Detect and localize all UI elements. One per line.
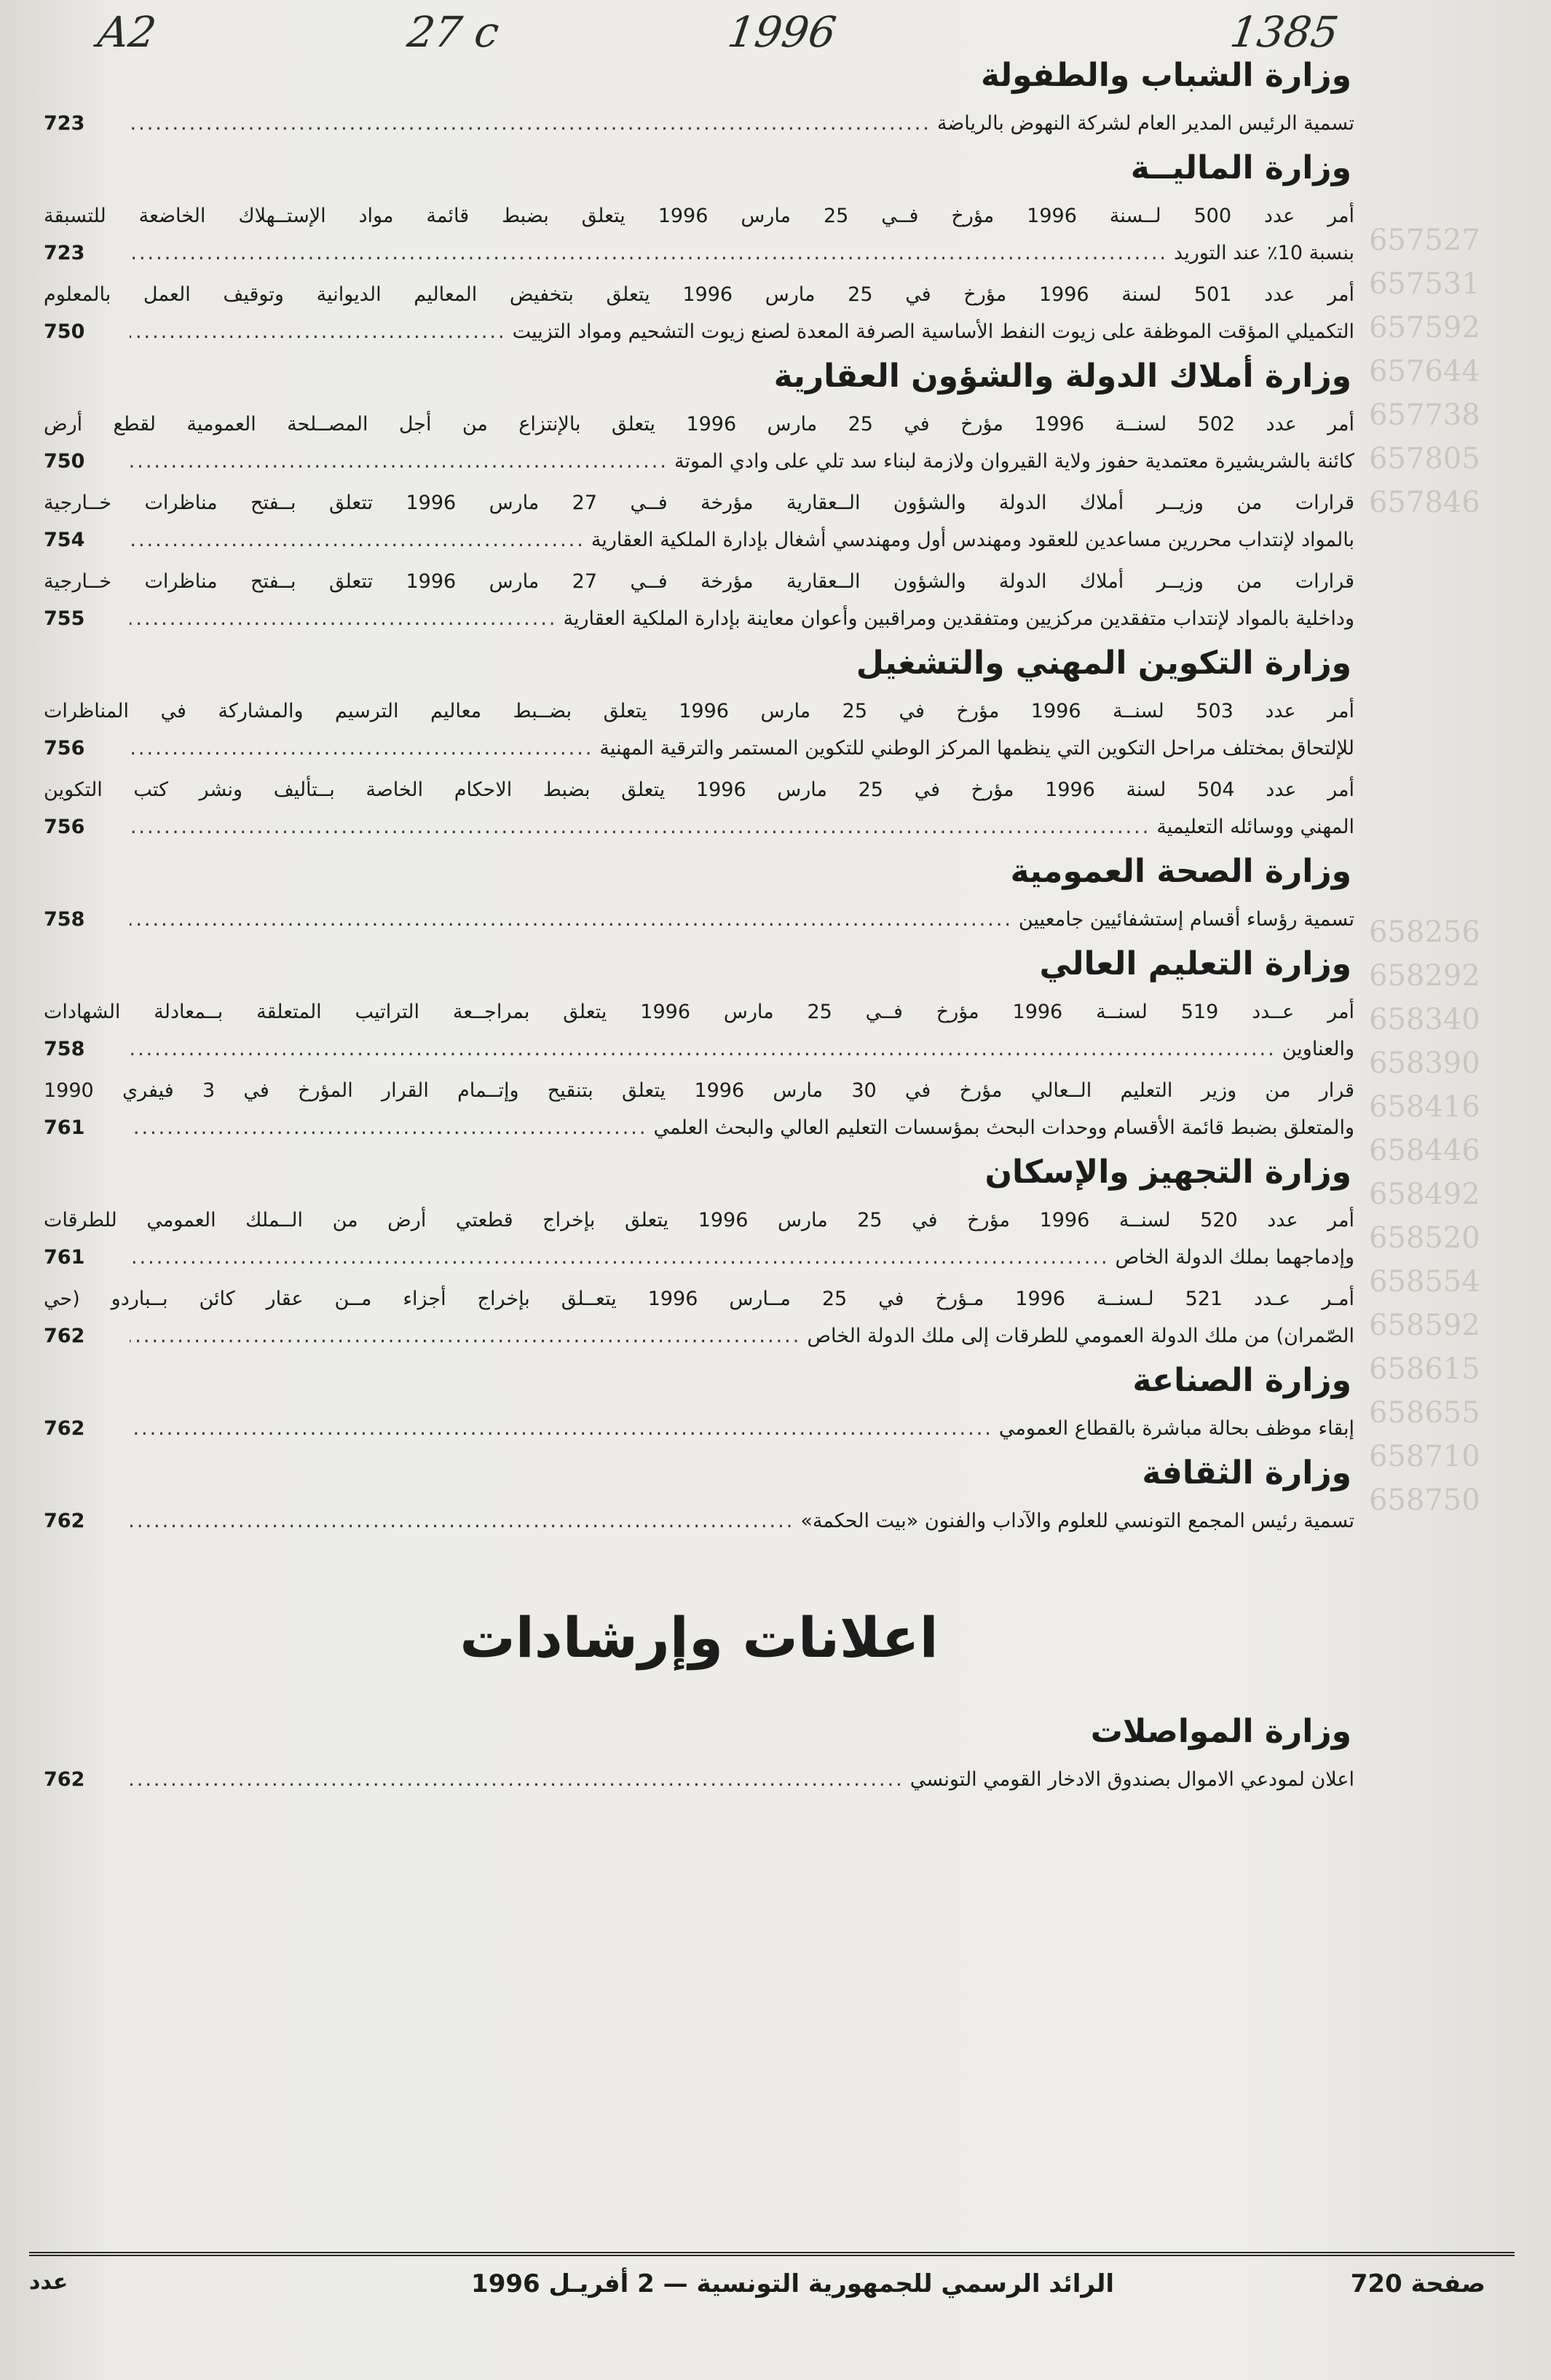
dot-leader: [130, 808, 1151, 846]
entry-line: أمر عدد 520 لسنــة 1996 مؤرخ في 25 مارس 1996 يتعلق بإخراج قطعتي أرض من الــملك العمومي للطرقات: [44, 1209, 1354, 1232]
ministry-section: [44, 939, 1354, 1146]
ministry-heading: وزارة الماليــة: [1130, 149, 1351, 186]
entry-last-line: [44, 313, 1354, 350]
entry-text: بالمواد لإنتداب محررين مساعدين للعقود ومهندس أول ومهندسي أشغال بإدارة الملكية العقارية: [591, 529, 1354, 551]
ministry-heading: وزارة التكوين المهني والتشغيل: [856, 645, 1351, 682]
ministry-section: [44, 1356, 1354, 1447]
ministry-section: [44, 1449, 1354, 1540]
entry-text: وداخلية بالمواد لإنتداب متفقدين مركزيين ومتفقدين ومراقبين وأعوان معاينة بإدارة الملكية العقارية: [563, 607, 1354, 630]
entry-page-number: 750: [44, 450, 85, 473]
ministry-heading: وزارة التجهيز والإسكان: [984, 1154, 1351, 1191]
announcement-sections: [44, 1707, 1354, 1798]
toc-entry: [44, 1761, 1354, 1798]
page-footer: [29, 2252, 1515, 2307]
toc-entry: [44, 105, 1354, 142]
entry-last-line: [44, 1317, 1354, 1355]
bleed-through-column: 657527 657531 657592 657644 657738 657805 657846: [1369, 224, 1480, 519]
bleed-through-column-lower: 658256 658292 658340 658390 658416 658446 658492 658520 658554 658592 658615 658655 658710 658750: [1369, 915, 1480, 1517]
ministry-heading: وزارة الصحة العمومية: [1010, 853, 1351, 890]
entry-text: تسمية رئيس المجمع التونسي للعلوم والآداب والفنون «بيت الحكمة»: [800, 1510, 1354, 1532]
ministry-heading: وزارة الشباب والطفولة: [980, 57, 1351, 94]
toc-entry: [44, 1280, 1354, 1355]
dot-leader: [130, 235, 1168, 272]
ministry-section: [44, 1148, 1354, 1355]
dot-leader: [130, 1502, 794, 1540]
dot-leader: [130, 313, 507, 350]
ministry-sections: [44, 51, 1354, 1540]
handwritten-note-c: 1996: [725, 7, 840, 57]
entry-page-number: 756: [44, 816, 85, 838]
entry-text: اعلان لمودعي الاموال بصندوق الادخار القومي التونسي: [909, 1768, 1354, 1791]
table-of-contents: [44, 51, 1354, 1800]
entry-line: أمر عدد 503 لسنــة 1996 مؤرخ في 25 مارس 1996 يتعلق بضــبط معاليم الترسيم والمشاركة في المناظرات: [44, 700, 1354, 722]
toc-entry: [44, 901, 1354, 938]
toc-entry: [44, 276, 1354, 350]
ministry-heading: وزارة الصناعة: [1132, 1362, 1351, 1399]
dot-leader: [130, 521, 585, 559]
ministry-section: [44, 1707, 1354, 1798]
entry-text: بنسبة 10٪ عند التوريد: [1174, 242, 1354, 264]
ministry-section: [44, 352, 1354, 637]
entry-text: كائنة بالشريشيرة معتمدية حفوز ولاية القيروان ولازمة لبناء سد تلي على وادي الموتة: [674, 450, 1354, 473]
journal-title: الرائد الرسمي للجمهورية التونسية — 2 أفريـل 1996: [471, 2269, 1114, 2298]
entry-page-number: 723: [44, 242, 85, 264]
ministry-heading: وزارة الثقافة: [1142, 1454, 1351, 1492]
dot-leader: [130, 901, 1013, 938]
ministry-heading: وزارة المواصلات: [1090, 1713, 1351, 1750]
entry-text: الصّمران) من ملك الدولة العمومي للطرقات إلى ملك الدولة الخاص: [807, 1325, 1354, 1347]
dot-leader: [130, 443, 668, 480]
handwritten-note-a: A2: [95, 7, 159, 57]
dot-leader: [130, 1761, 904, 1798]
entry-text: والمتعلق بضبط قائمة الأقسام ووحدات البحث بمؤسسات التعليم العالي والبحث العلمي: [653, 1116, 1354, 1139]
entry-page-number: 758: [44, 1038, 85, 1060]
entry-line: قرارات من وزيــر أملاك الدولة والشؤون الــعقارية مؤرخة فــي 27 مارس 1996 تتعلق بــفتح مناظرات خــارجية: [44, 492, 1354, 514]
entry-text: إبقاء موظف بحالة مباشرة بالقطاع العمومي: [998, 1417, 1354, 1440]
entry-page-number: 754: [44, 529, 85, 551]
ministry-section: [44, 639, 1354, 846]
entry-line: قرارات من وزيــر أملاك الدولة والشؤون الــعقارية مؤرخة فــي 27 مارس 1996 تتعلق بــفتح مناظرات خــارجية: [44, 570, 1354, 593]
entry-line: قرار من وزير التعليم الــعالي مؤرخ في 30 مارس 1996 يتعلق بتنقيح وإتــمام القرار المؤرخ في 3 فيفري 1990: [44, 1079, 1354, 1102]
entry-page-number: 762: [44, 1417, 85, 1440]
toc-entry: [44, 563, 1354, 637]
entry-text: تسمية الرئيس المدير العام لشركة النهوض بالرياضة: [936, 112, 1354, 135]
entry-last-line: [44, 235, 1354, 272]
entry-page-number: 762: [44, 1768, 85, 1791]
edge-label: عدد: [29, 2269, 68, 2295]
toc-entry: [44, 1410, 1354, 1447]
entry-last-line: [44, 901, 1354, 938]
entry-line: أمر عدد 500 لــسنة 1996 مؤرخ فــي 25 مارس 1996 يتعلق بضبط قائمة مواد الإستــهلاك الخاضعة للتسبقة: [44, 205, 1354, 227]
entry-text: والعناوين: [1282, 1038, 1354, 1060]
entry-last-line: [44, 1109, 1354, 1146]
entry-last-line: [44, 600, 1354, 637]
entry-last-line: [44, 443, 1354, 480]
dot-leader: [130, 1239, 1110, 1276]
toc-entry: [44, 693, 1354, 767]
entry-line: أمر عدد 502 لسنــة 1996 مؤرخ في 25 مارس 1996 يتعلق بالإنتزاع من أجل المصــلحة العمومية لقطع أرض: [44, 413, 1354, 436]
page-number: صفحة 720: [1350, 2269, 1485, 2298]
entry-last-line: [44, 1239, 1354, 1276]
toc-entry: [44, 484, 1354, 559]
entry-line: أمر عدد 501 لسنة 1996 مؤرخ في 25 مارس 1996 يتعلق بتخفيض المعاليم الديوانية وتوقيف العمل بالمعلوم: [44, 283, 1354, 306]
entry-text: تسمية رؤساء أقسام إستشفائيين جامعيين: [1018, 908, 1354, 931]
entry-last-line: [44, 1502, 1354, 1540]
dot-leader: [130, 1031, 1276, 1068]
dot-leader: [130, 105, 931, 142]
entry-page-number: 723: [44, 112, 85, 135]
entry-last-line: [44, 730, 1354, 767]
announcements-heading: اعلانات وإرشادات: [459, 1605, 939, 1670]
dot-leader: [130, 1109, 647, 1146]
entry-page-number: 762: [44, 1325, 85, 1347]
entry-text: للإلتحاق بمختلف مراحل التكوين التي ينظمها المركز الوطني للتكوين المستمر والترقية المهنية: [599, 737, 1354, 760]
entry-line: أمر عدد 504 لسنة 1996 مؤرخ في 25 مارس 1996 يتعلق بضبط الاحكام الخاصة بــتأليف ونشر كتب التكوين: [44, 779, 1354, 801]
ministry-section: [44, 847, 1354, 938]
dot-leader: [130, 730, 593, 767]
entry-page-number: 750: [44, 320, 85, 343]
entry-last-line: [44, 1410, 1354, 1447]
entry-last-line: [44, 1761, 1354, 1798]
entry-text: المهني ووسائله التعليمية: [1156, 816, 1354, 838]
entry-text: التكميلي المؤقت الموظفة على زيوت النفط الأساسية الصرفة المعدة لصنع زيوت التشحيم ومواد التزييت: [512, 320, 1354, 343]
entry-last-line: [44, 105, 1354, 142]
entry-line: أمـر عـدد 521 لـسنــة 1996 مـؤرخ في 25 مــارس 1996 يتعــلق بإخراج أجزاء مــن عقار كائن بــباردو (حي: [44, 1288, 1354, 1310]
toc-entry: [44, 1072, 1354, 1146]
entry-last-line: [44, 521, 1354, 559]
dot-leader: [130, 1410, 993, 1447]
toc-entry: [44, 406, 1354, 480]
ministry-section: [44, 51, 1354, 142]
toc-entry: [44, 197, 1354, 272]
ministry-section: [44, 143, 1354, 350]
dot-leader: [130, 600, 558, 637]
entry-line: أمر عــدد 519 لسنــة 1996 مؤرخ فــي 25 مارس 1996 يتعلق بمراجــعة التراتيب المتعلقة بــمعادلة الشهادات: [44, 1001, 1354, 1023]
entry-page-number: 761: [44, 1116, 85, 1139]
toc-entry: [44, 771, 1354, 846]
entry-last-line: [44, 808, 1354, 846]
entry-page-number: 756: [44, 737, 85, 760]
handwritten-note-b: 27 c: [404, 7, 502, 57]
entry-page-number: 758: [44, 908, 85, 931]
entry-text: وإدماجهما بملك الدولة الخاص: [1115, 1246, 1354, 1269]
entry-last-line: [44, 1031, 1354, 1068]
ministry-heading: وزارة التعليم العالي: [1039, 945, 1351, 982]
ministry-heading: وزارة أملاك الدولة والشؤون العقارية: [773, 358, 1351, 395]
toc-entry: [44, 1502, 1354, 1540]
dot-leader: [130, 1317, 801, 1355]
entry-page-number: 755: [44, 607, 85, 630]
toc-entry: [44, 1202, 1354, 1276]
entry-page-number: 761: [44, 1246, 85, 1269]
handwritten-note-d: 1385: [1227, 7, 1342, 57]
entry-page-number: 762: [44, 1510, 85, 1532]
toc-entry: [44, 993, 1354, 1068]
